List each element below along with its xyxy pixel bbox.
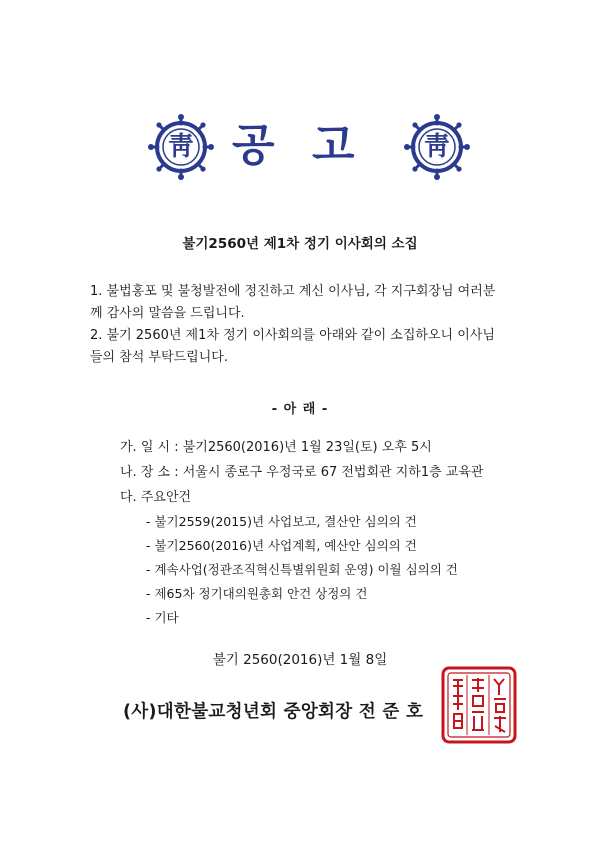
paragraph-2 [90,325,550,369]
detail-location: 나. 장 소 : 서울시 종로구 우정국로 67 전법회관 지하1층 교육관 [120,465,484,480]
agenda-item: - 제65차 정기대의원총회 안건 상정의 건 [146,586,368,601]
agenda-item: - 계속사업(정관조직혁신특별위원회 운영) 이월 심의의 건 [146,562,458,577]
paragraph-1-line-2: 께 감사의 말씀을 드립니다. [90,306,245,321]
notice-date: 불기 2560(2016)년 1월 8일 [212,652,388,668]
official-seal-icon [441,666,517,744]
paragraph-2-line-1: 2. 불기 2560년 제1차 정기 이사회의를 아래와 같이 소집하오니 이사님 [90,328,495,343]
emblem-glyph-right: 靑 [423,132,450,162]
title-char-go: 고 [312,120,355,171]
detail-datetime: 가. 일 시 : 불기2560(2016)년 1월 23일(토) 오후 5시 [120,440,432,455]
paragraph-1 [90,281,550,325]
detail-agenda-heading: 다. 주요안건 [120,490,192,505]
agenda-item: - 불기2559(2015)년 사업보고, 결산안 심의의 건 [146,514,417,529]
notice-subject: 불기2560년 제1차 정기 이사회의 소집 [182,236,418,252]
signature-line: (사)대한불교청년회 중앙회장 전 준 호 [123,702,424,722]
agenda-item: - 기타 [146,610,179,625]
title-char-gong: 공 [232,120,275,171]
notice-header [0,112,600,182]
paragraph-2-line-2: 들의 참석 부탁드립니다. [90,350,228,365]
emblem-glyph-left: 靑 [167,132,194,162]
agenda-item: - 불기2560(2016)년 사업계획, 예산안 심의의 건 [146,538,417,553]
paragraph-1-line-1: 1. 불법홍포 및 불청발전에 정진하고 계신 이사님, 각 지구회장님 여러분 [90,284,496,299]
below-heading: - 아 래 - [271,402,329,417]
agenda-list [146,510,458,630]
